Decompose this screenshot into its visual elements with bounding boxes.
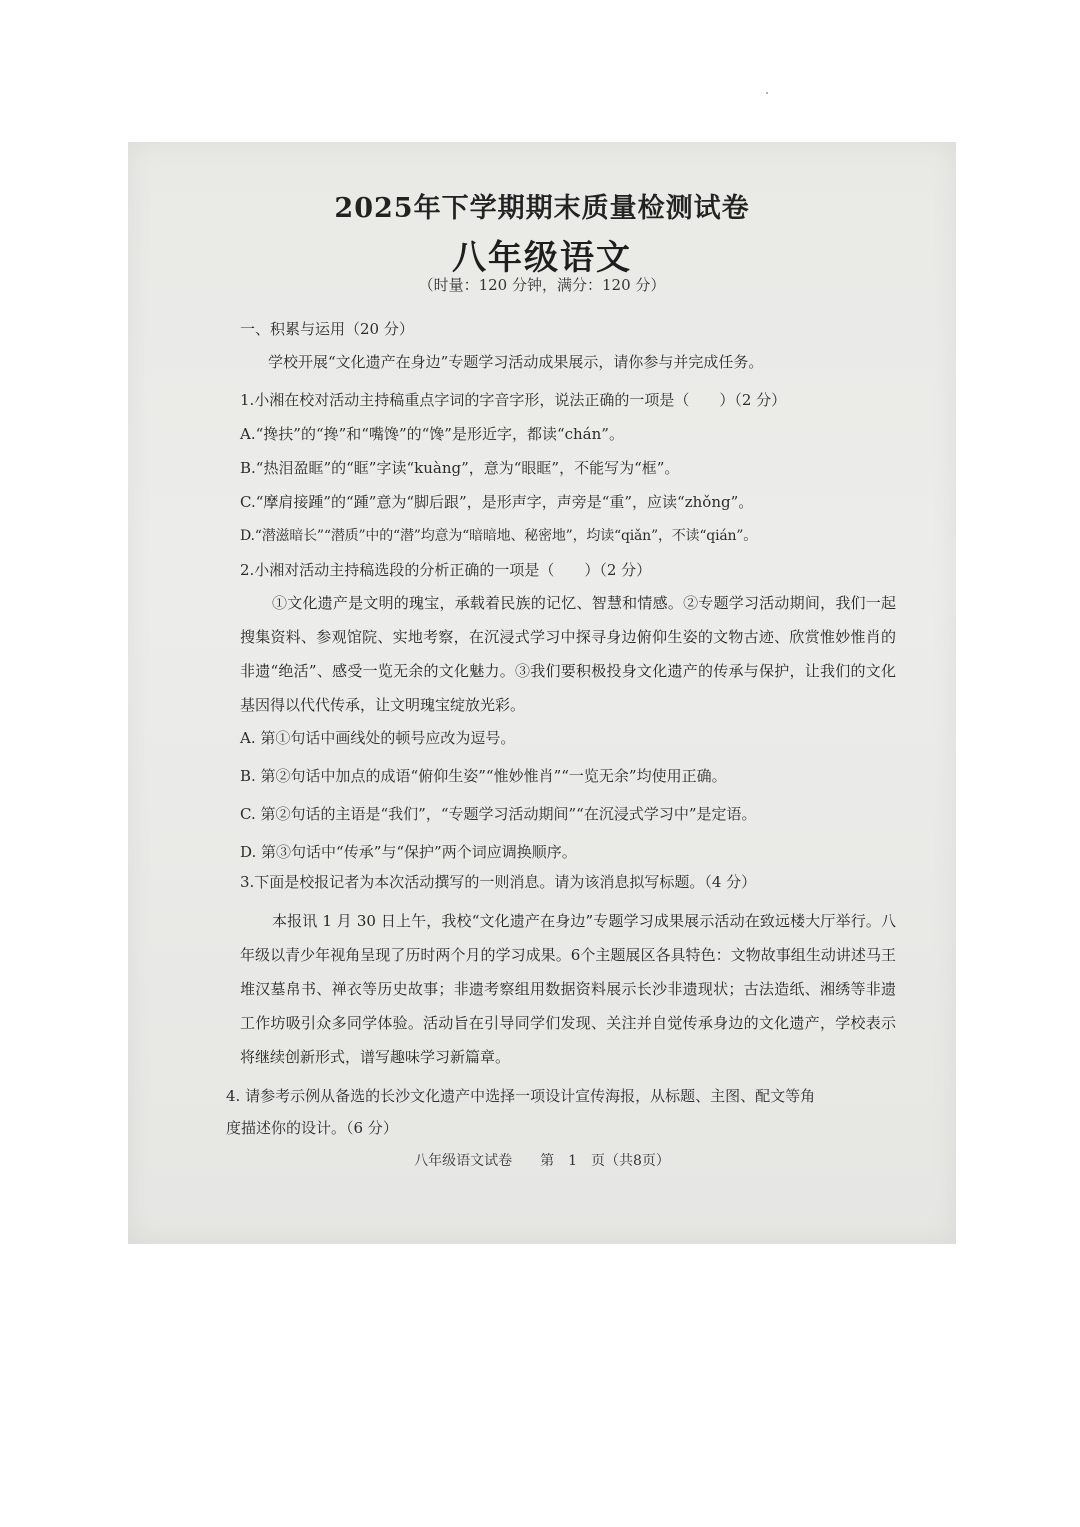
q1-option-a: A.“搀扶”的“搀”和“嘴馋”的“馋”是形近字，都读“chán”。: [240, 425, 624, 443]
section-intro: 学校开展“文化遗产在身边”专题学习活动成果展示，请你参与并完成任务。: [268, 353, 764, 371]
q4-stem-line1: 4. 请参考示例从备选的长沙文化遗产中选择一项设计宣传海报，从标题、主图、配文等角: [226, 1087, 816, 1105]
q2-option-a: A. 第①句话中画线处的顿号应改为逗号。: [240, 729, 516, 747]
q1-option-c: C.“摩肩接踵”的“踵”意为“脚后跟”，是形声字，声旁是“重”，应读“zhǒng”。: [240, 493, 754, 511]
q1-option-d: D.“潜滋暗长”“潜质”中的“潜”均意为“暗暗地、秘密地”，均读“qiǎn”，不读“qián”。: [240, 528, 758, 544]
q2-passage: ①文化遗产是文明的瑰宝，承载着民族的记忆、智慧和情感。②专题学习活动期间，我们一起搜集资料、参观馆院、实地考察，在沉浸式学习中探寻身边俯仰生姿的文物古迹、欣赏惟妙惟肖的非遗“绝活”、感受一览无余的文化魅力。③我们要积极投身文化遗产的传承与保护，让我们的文化基因得以代代传承，让文明瑰宝绽放光彩。: [240, 594, 896, 714]
scan-speck: [766, 92, 768, 94]
q1-option-b: B.“热泪盈眶”的“眶”字读“kuàng”，意为“眼眶”，不能写为“框”。: [240, 459, 680, 477]
exam-time-score: （时量：120 分钟，满分：120 分）: [418, 276, 666, 294]
q2-option-d: D. 第③句话中“传承”与“保护”两个词应调换顺序。: [240, 843, 577, 861]
section-heading: 一、积累与运用（20 分）: [240, 320, 414, 338]
exam-paper: [128, 142, 956, 1244]
q3-stem: 3.下面是校报记者为本次活动撰写的一则消息。请为该消息拟写标题。（4 分）: [240, 873, 757, 891]
page-footer: 八年级语文试卷 第 1 页（共8页）: [414, 1153, 670, 1169]
exam-subtitle: 八年级语文: [452, 238, 632, 278]
q2-option-c: C. 第②句话的主语是“我们”，“专题学习活动期间”“在沉浸式学习中”是定语。: [240, 805, 757, 823]
q2-stem: 2.小湘对活动主持稿选段的分析正确的一项是（ ）（2 分）: [240, 561, 652, 579]
q4-stem-line2: 度描述你的设计。（6 分）: [226, 1119, 398, 1137]
q2-option-b: B. 第②句话中加点的成语“俯仰生姿”“惟妙惟肖”“一览无余”均使用正确。: [240, 767, 727, 785]
exam-title: 2025年下学期期末质量检测试卷: [334, 193, 750, 224]
q1-stem: 1.小湘在校对活动主持稿重点字词的字音字形，说法正确的一项是（ ）（2 分）: [240, 391, 787, 409]
q3-passage: 本报讯 1 月 30 日上午，我校“文化遗产在身边”专题学习成果展示活动在致远楼大厅举行。八年级以青少年视角呈现了历时两个月的学习成果。6个主题展区各具特色：文物故事组生动讲述马王堆汉墓帛书、禅衣等历史故事；非遗考察组用数据资料展示长沙非遗现状；古法造纸、湘绣等非遗工作坊吸引众多同学体验。活动旨在引导同学们发现、关注并自觉传承身边的文化遗产，学校表示将继续创新形式，谱写趣味学习新篇章。: [240, 912, 896, 1066]
